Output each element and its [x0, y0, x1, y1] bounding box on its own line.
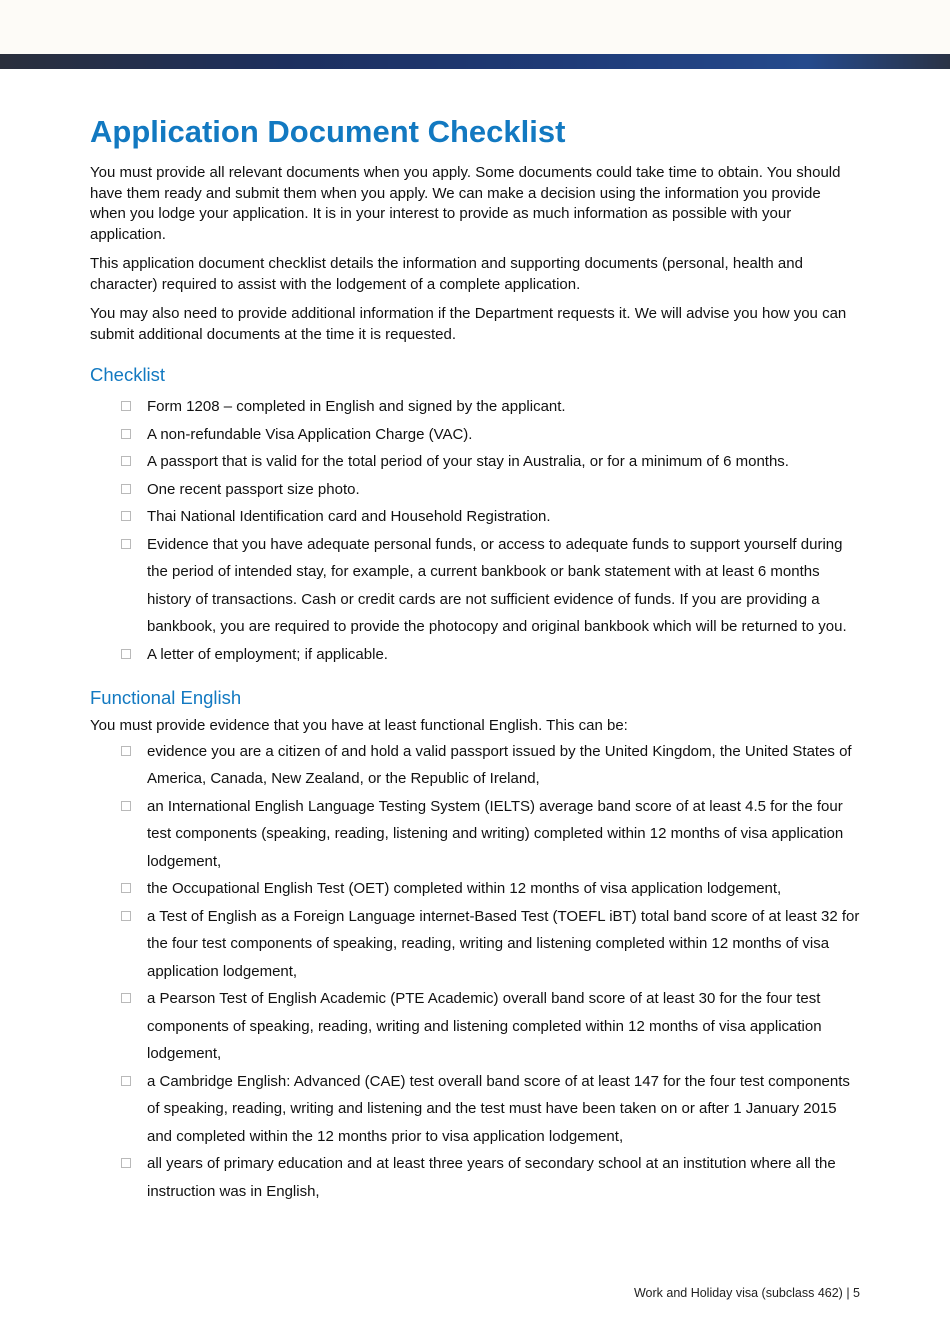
- functional-english-heading: Functional English: [90, 687, 242, 708]
- checklist-item: [147, 738, 860, 793]
- checklist-item: [147, 1150, 860, 1205]
- checklist-heading: Checklist: [90, 364, 166, 385]
- checklist-item-text: evidence you are a citizen of and hold a valid passport issued by the United Kingdom, the United States of America, Canada, New Zealand, or the Republic of Ireland,: [147, 742, 852, 787]
- checklist-item-text: a Cambridge English: Advanced (CAE) test overall band score of at least 147 for the four test components of speaking, reading, writing and listening and the test must have been taken on or after 1 January 2015 and completed within the 12 months prior to visa application lodgement,: [147, 1072, 850, 1145]
- checklist-item: [147, 421, 860, 449]
- checklist-item: [147, 476, 860, 504]
- checklist-item: [147, 1068, 860, 1151]
- checklist-item: [147, 531, 860, 641]
- checklist-item-text: all years of primary education and at least three years of secondary school at an institution where all the instruction was in English,: [147, 1155, 836, 1200]
- checkbox-icon[interactable]: [121, 456, 131, 466]
- checklist-item-text: A passport that is valid for the total period of your stay in Australia, or for a minimum of 6 months.: [147, 453, 789, 470]
- header-bar: [0, 54, 950, 69]
- checkbox-icon[interactable]: [121, 649, 131, 659]
- page-title: Application Document Checklist: [90, 114, 566, 149]
- checklist-item-text: A letter of employment; if applicable.: [147, 645, 388, 663]
- checklist-item: [147, 903, 860, 986]
- checkbox-icon[interactable]: [121, 484, 131, 494]
- checklist-item-text: Thai National Identification card and Household Registration.: [147, 508, 551, 525]
- document-body: [90, 113, 860, 1213]
- functional-english-list: [90, 738, 860, 1206]
- checklist-item: [147, 793, 860, 876]
- checklist-item-text: the Occupational English Test (OET) completed within 12 months of visa application lodgement,: [147, 880, 782, 897]
- checkbox-icon[interactable]: [121, 1076, 131, 1086]
- intro-paragraph: You must provide all relevant documents when you apply. Some documents could take time to obtain. You should have them ready and submit them when you apply. We can make a decision using the information you provide when you lodge your application. It is in your interest to provide as much information as possible with your application.: [90, 164, 841, 243]
- checklist-item: [147, 985, 860, 1068]
- checklist-item: [147, 393, 860, 421]
- checkbox-icon[interactable]: [121, 401, 131, 411]
- checklist-item: [147, 875, 860, 903]
- checklist-item-text: a Test of English as a Foreign Language internet-Based Test (TOEFL iBT) total band score of at least 32 for the four test components of speaking, reading, writing and listening completed within 12 months of visa application lodgement,: [147, 907, 860, 980]
- checklist-item-text: Evidence that you have adequate personal funds, or access to adequate funds to support yourself during the period of intended stay, for example, a current bankbook or bank statement with at least 6 months history of transactions. Cash or credit cards are not sufficient evidence of funds. If you are providing a bankbook, you are required to provide the photocopy and original bankbook which will be returned to you.: [147, 535, 847, 635]
- checklist-item: [147, 503, 860, 531]
- checkbox-icon[interactable]: [121, 746, 131, 756]
- checklist: [90, 393, 860, 668]
- checklist-item: [147, 641, 860, 669]
- intro-paragraph: You may also need to provide additional information if the Department requests it. We will advise you how you can submit additional documents at the time it is requested.: [90, 305, 847, 343]
- checkbox-icon[interactable]: [121, 1158, 131, 1168]
- page-footer: Work and Holiday visa (subclass 462) | 5: [633, 1286, 860, 1300]
- functional-english-intro: You must provide evidence that you have at least functional English. This can be:: [90, 717, 628, 734]
- checklist-item-text: Form 1208 – completed in English and signed by the applicant.: [147, 398, 566, 415]
- checkbox-icon[interactable]: [121, 883, 131, 893]
- checkbox-icon[interactable]: [121, 993, 131, 1003]
- header-band: [0, 0, 950, 54]
- checklist-item-text: an International English Language Testing System (IELTS) average band score of at least 4.5 for the four test components (speaking, reading, listening and writing) completed within 12 months of visa application lodgement,: [147, 797, 844, 870]
- checklist-item-text: A non-refundable Visa Application Charge (VAC).: [147, 425, 473, 443]
- checklist-item-text: a Pearson Test of English Academic (PTE Academic) overall band score of at least 30 for the four test components of speaking, reading, writing and listening completed within 12 months of visa application lodgement,: [147, 990, 822, 1062]
- checkbox-icon[interactable]: [121, 539, 131, 549]
- checkbox-icon[interactable]: [121, 511, 131, 521]
- checkbox-icon[interactable]: [121, 801, 131, 811]
- checklist-item-text: One recent passport size photo.: [147, 480, 360, 498]
- intro-paragraph: This application document checklist details the information and supporting documents (personal, health and character) required to assist with the lodgement of a complete application.: [90, 255, 803, 293]
- checkbox-icon[interactable]: [121, 911, 131, 921]
- checkbox-icon[interactable]: [121, 429, 131, 439]
- checklist-item: [147, 448, 860, 476]
